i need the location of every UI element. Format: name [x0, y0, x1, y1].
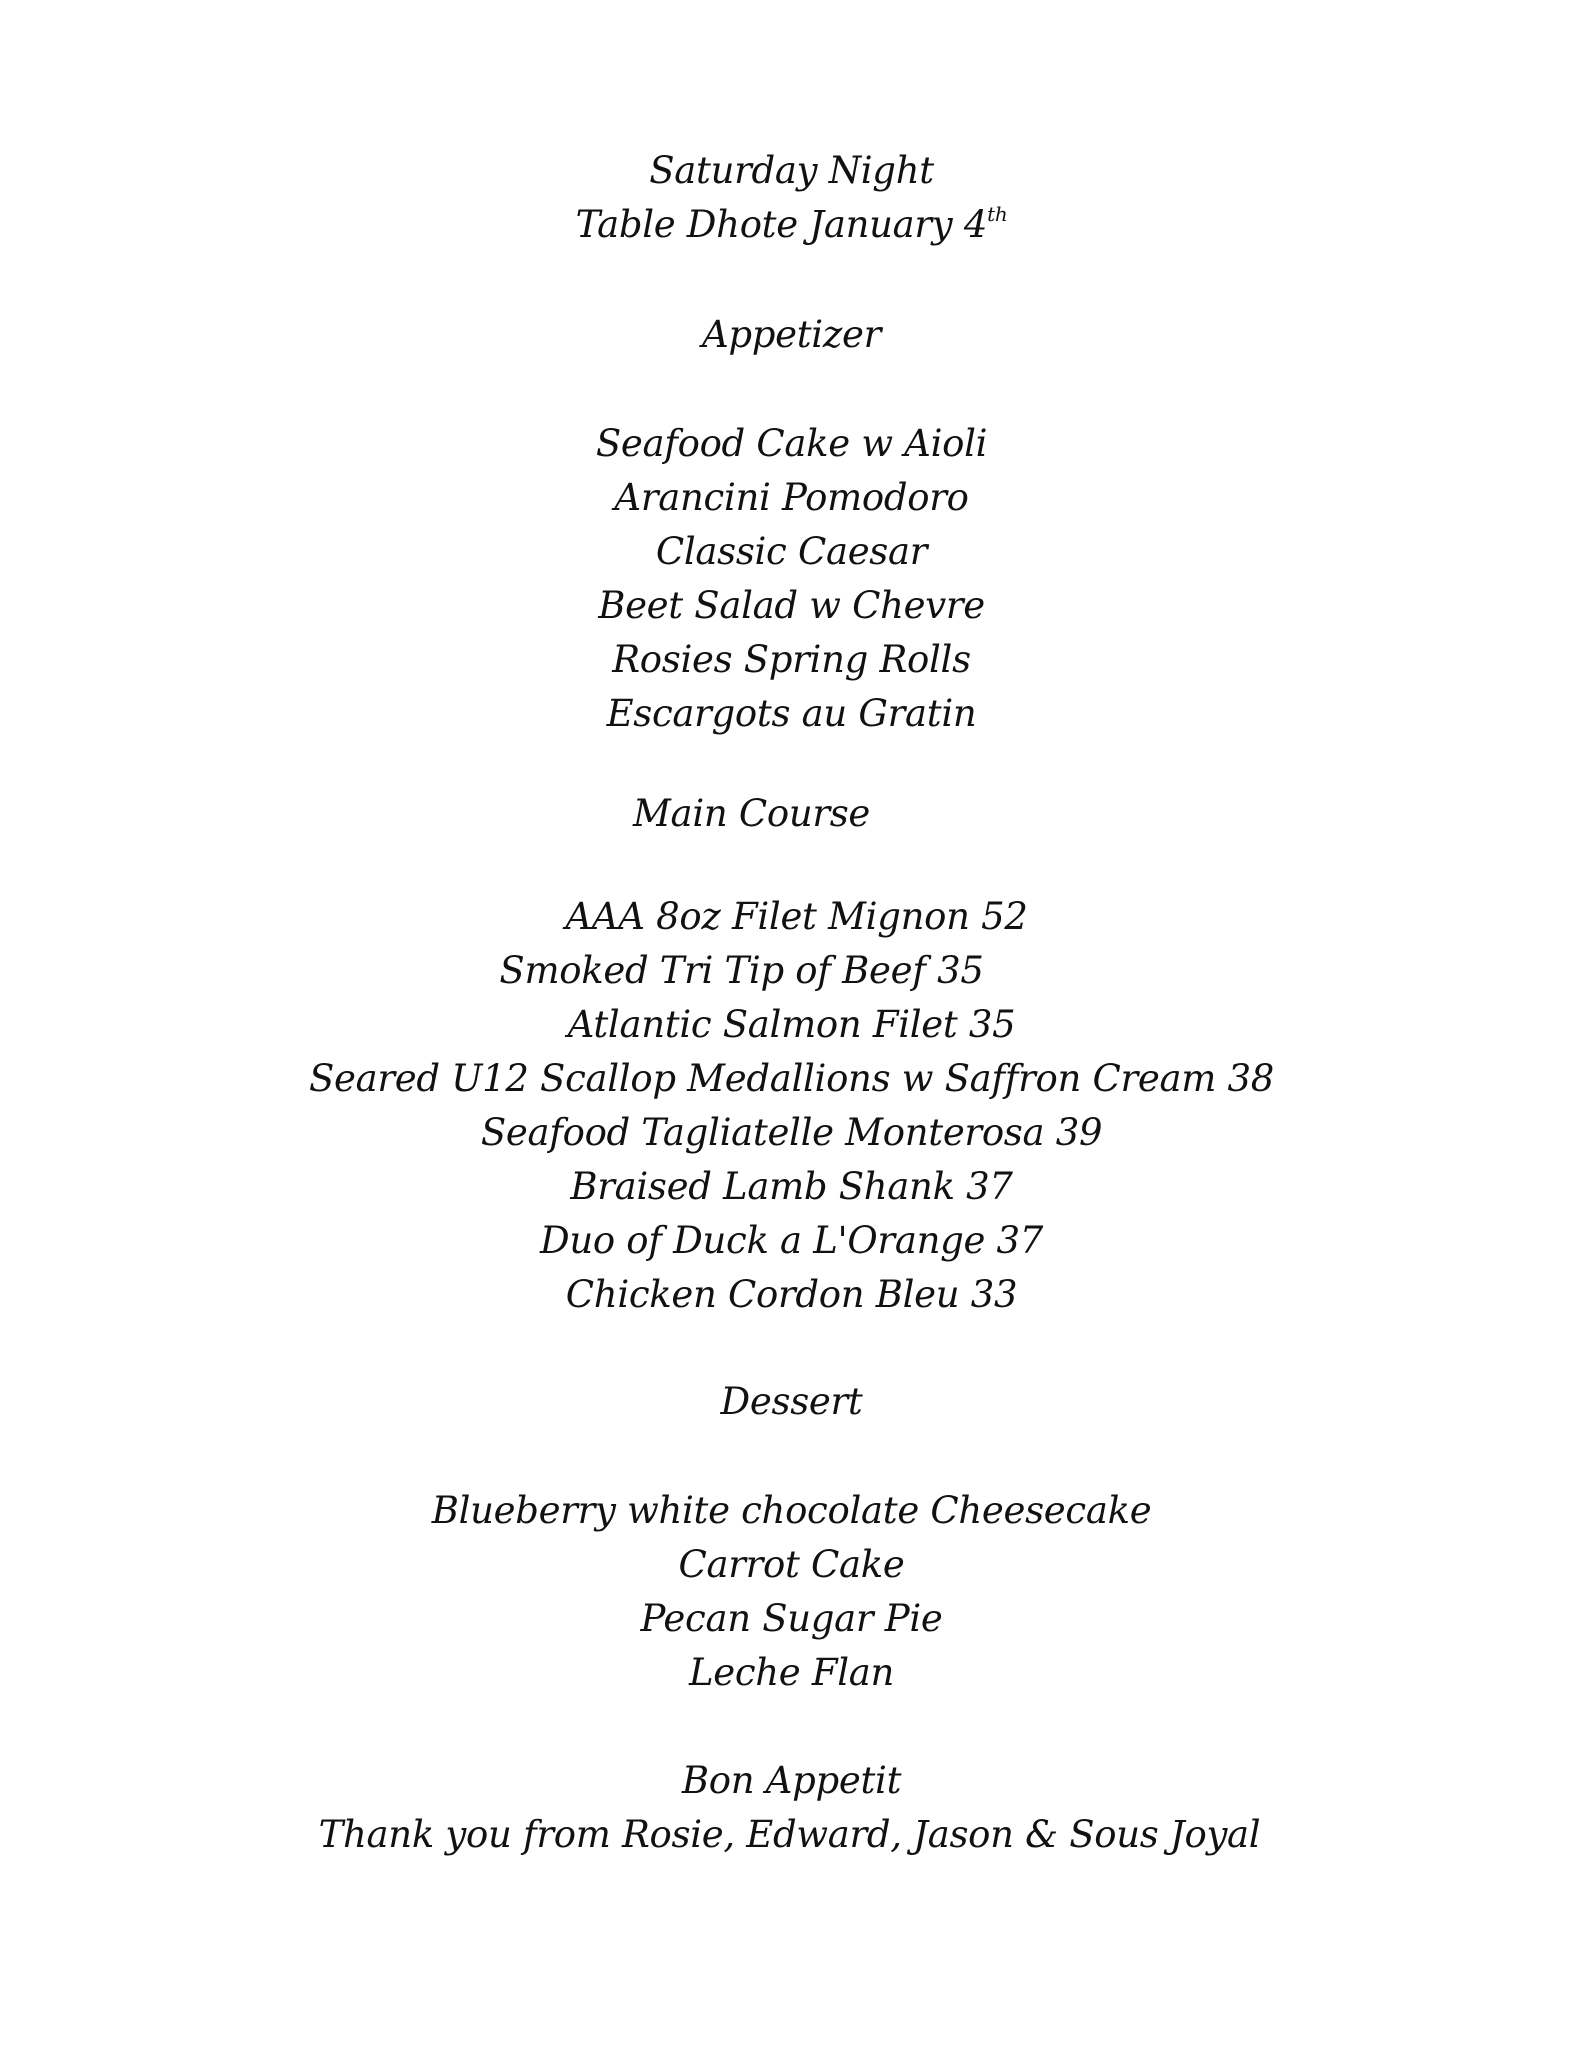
section-heading-dessert: Dessert: [720, 1380, 863, 1423]
menu-item: AAA 8oz Filet Mignon 52: [565, 895, 1028, 938]
menu-item: Duo of Duck a L'Orange 37: [539, 1219, 1044, 1262]
menu-item: Atlantic Salmon Filet 35: [567, 1003, 1016, 1046]
thanks-line: Thank you from Rosie, Edward, Jason & Sous Joyal: [318, 1813, 1261, 1856]
menu-item: Smoked Tri Tip of Beef 35: [499, 949, 984, 992]
menu-item: Arancini Pomodoro: [614, 476, 969, 519]
menu-item: Pecan Sugar Pie: [640, 1597, 943, 1640]
menu-item: Braised Lamb Shank 37: [570, 1165, 1013, 1208]
section-heading-main-course: Main Course: [632, 792, 871, 835]
menu-item: Classic Caesar: [655, 530, 928, 573]
menu-item: Escargots au Gratin: [606, 692, 977, 735]
menu-item: Seafood Tagliatelle Monterosa 39: [480, 1111, 1103, 1154]
section-heading-appetizer: Appetizer: [701, 313, 882, 356]
closing-line: Bon Appetit: [681, 1759, 902, 1802]
date-suffix: th: [987, 202, 1008, 226]
menu-item: Beet Salad w Chevre: [598, 584, 985, 627]
menu-title: Saturday Night: [649, 149, 934, 192]
menu-item: Seafood Cake w Aioli: [595, 422, 988, 465]
menu-item: Rosies Spring Rolls: [612, 638, 971, 681]
menu-subtitle: Table Dhote January 4th: [575, 202, 1008, 246]
menu-item: Carrot Cake: [678, 1543, 905, 1586]
menu-item: Chicken Cordon Bleu 33: [565, 1273, 1018, 1316]
menu-item: Blueberry white chocolate Cheesecake: [431, 1489, 1152, 1532]
menu-item: Leche Flan: [688, 1651, 895, 1694]
menu-item: Seared U12 Scallop Medallions w Saffron Cream 38: [308, 1057, 1275, 1100]
